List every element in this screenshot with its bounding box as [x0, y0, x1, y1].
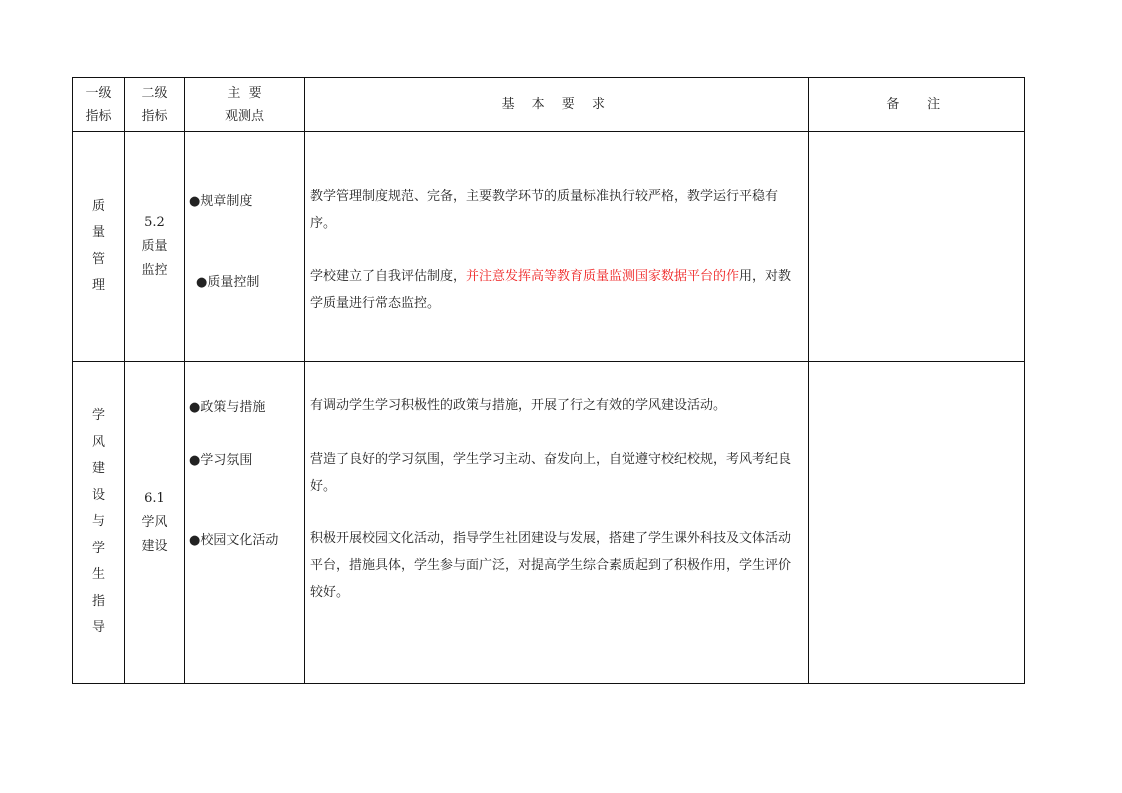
level1-char: 指: [91, 593, 105, 609]
requirement-text: 用，对教学质量进行常态监控。: [310, 269, 792, 311]
header-row: [73, 78, 1025, 132]
level1-char: 风: [91, 434, 105, 450]
point-item: ●政策与措施: [189, 400, 266, 415]
level1-char: 设: [91, 487, 105, 503]
header-level2-line2: 指标: [141, 108, 168, 124]
header-level1-line1: 一级: [85, 85, 112, 101]
note-cell: [809, 132, 1025, 362]
header-level2: [125, 78, 185, 132]
level1-char: 学: [91, 408, 105, 424]
header-requirements: 基 本 要 求: [305, 78, 809, 132]
point-item: ●质量控制: [196, 275, 260, 290]
level2-label: 学风: [141, 514, 168, 530]
requirement-paragraph: [310, 446, 800, 500]
point-item: ●规章制度: [189, 194, 253, 209]
point-item: ●校园文化活动: [189, 533, 279, 548]
level1-char: 生: [91, 567, 105, 583]
level2-code: 6.1: [144, 490, 165, 506]
level1-char: 学: [91, 540, 105, 556]
header-points-line1: 主 要: [227, 85, 262, 101]
note-cell: [809, 362, 1025, 684]
evaluation-table: [72, 77, 1025, 684]
requirement-text: 营造了良好的学习氛围，学生学习主动、奋发向上，自觉遵守校纪校规，考风考纪良好。: [310, 452, 792, 494]
level2-label: 监控: [141, 262, 168, 278]
requirement-text: 有调动学生学习积极性的政策与措施，开展了行之有效的学风建设活动。: [310, 398, 727, 413]
requirement-highlight: 并注意发挥高等教育质量监测国家数据平台的作: [466, 269, 740, 284]
table-row: [73, 132, 1025, 362]
requirement-text: 学校建立了自我评估制度，: [310, 269, 467, 284]
requirement-text: 积极开展校园文化活动，指导学生社团建设与发展，搭建了学生课外科技及文体活动平台，措施具体，学生参与面广泛，对提高学生综合素质起到了积极作用，学生评价较好。: [310, 531, 792, 600]
requirement-paragraph: [310, 263, 800, 317]
requirements-cell: [305, 362, 809, 684]
level1-cell: [73, 362, 125, 684]
header-points: [185, 78, 305, 132]
requirements-cell: [305, 132, 809, 362]
header-level2-line1: 二级: [141, 85, 168, 101]
header-level1: [73, 78, 125, 132]
points-cell: [185, 362, 305, 684]
level1-char: 理: [91, 278, 105, 293]
header-level1-line2: 指标: [85, 108, 112, 124]
header-note: 备 注: [809, 78, 1025, 132]
requirement-paragraph: [310, 392, 800, 419]
level1-cell: [73, 132, 125, 362]
level1-char: 建: [91, 461, 105, 477]
level1-char: 量: [91, 225, 105, 240]
level2-label: 质量: [141, 238, 168, 254]
table-row: [73, 362, 1025, 684]
requirement-text: 教学管理制度规范、完备，主要教学环节的质量标准执行较严格，教学运行平稳有序。: [310, 189, 779, 231]
requirement-paragraph: [310, 525, 800, 606]
level2-code: 5.2: [144, 214, 165, 230]
level1-char: 导: [91, 620, 105, 636]
requirement-paragraph: [310, 183, 800, 237]
points-cell: [185, 132, 305, 362]
header-points-line2: 观测点: [224, 108, 264, 124]
level1-char: 管: [91, 251, 105, 267]
point-item: ●学习氛围: [189, 453, 253, 468]
level1-char: 与: [91, 514, 105, 530]
level2-cell: [125, 132, 185, 362]
level2-label: 建设: [141, 538, 168, 554]
level2-cell: [125, 362, 185, 684]
level1-char: 质: [91, 198, 105, 214]
